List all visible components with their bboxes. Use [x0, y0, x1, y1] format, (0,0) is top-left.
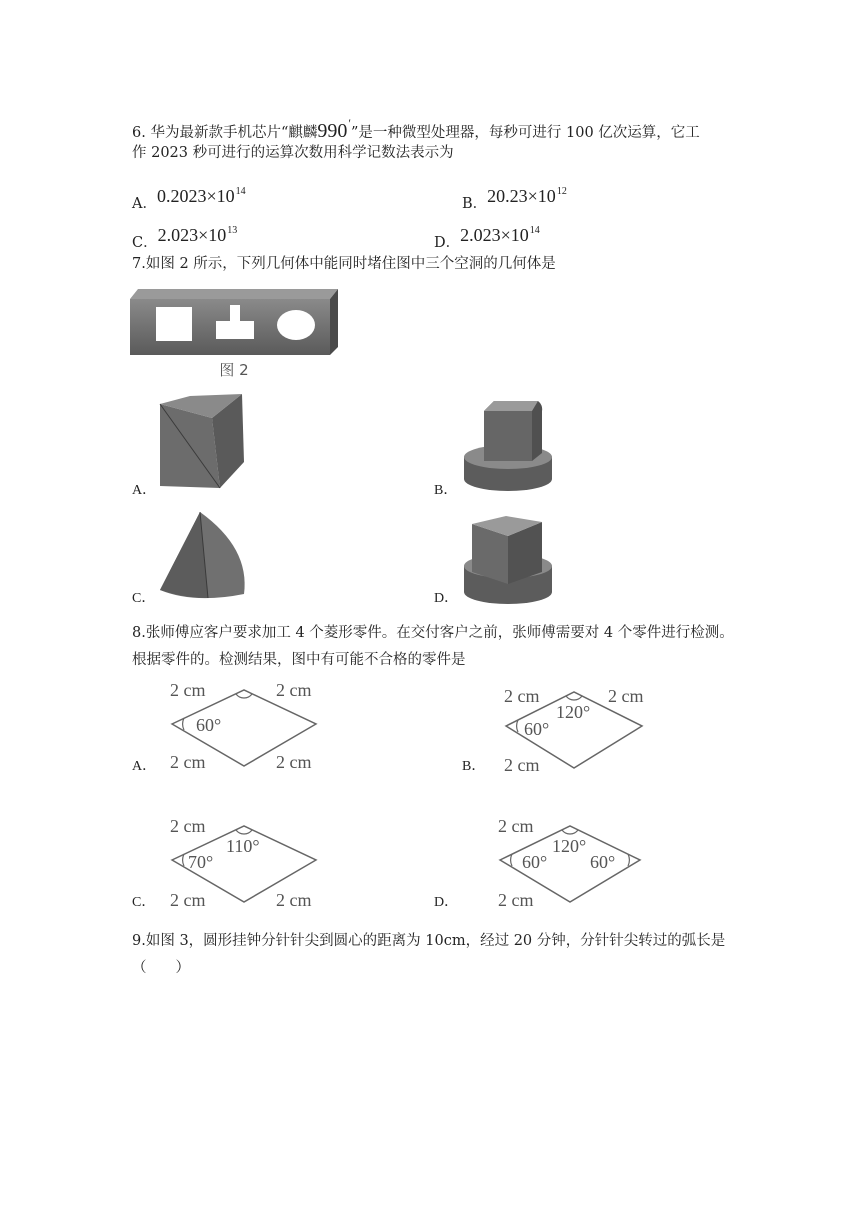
rhombus-d-angle-left-arc	[511, 854, 512, 866]
q6-option-c-label: C．	[132, 235, 158, 251]
q6-option-b-value	[487, 186, 567, 206]
q8-option-c-label: C．	[132, 895, 156, 910]
q6-option-b-mantissa: 20.23×10	[487, 186, 556, 206]
q7-figure-2-block	[126, 283, 342, 383]
q6-chip-number: 990	[317, 120, 348, 142]
shape-b-upper-top	[484, 401, 538, 411]
q7-shape-d	[458, 512, 558, 608]
q6-option-d-exp: 14	[529, 225, 540, 236]
rhombus-d-side-bottom-left: 2 cm	[498, 890, 534, 910]
rhombus-d-angle-left: 60°	[522, 852, 548, 872]
q8-option-a-label: A．	[132, 759, 157, 774]
rhombus-b-angle-left-arc	[517, 720, 518, 732]
square-hole	[156, 307, 192, 341]
q6-option-d-label: D．	[434, 235, 461, 251]
q7-option-c-label: C．	[132, 591, 156, 606]
rhombus-b-angle-top-arc	[566, 696, 582, 700]
rhombus-c-angle-left-arc	[183, 854, 184, 866]
q7-shape-c	[154, 508, 254, 604]
q8-option-d-label: D．	[434, 895, 459, 910]
q6-stem-post: ”是一种微型处理器，每秒可进行 100 亿次运算，它工	[350, 125, 700, 141]
q6-option-d	[434, 221, 540, 253]
q6-stem-pre: 6. 华为最新款手机芯片“麒麟	[132, 125, 318, 141]
q7-figure-caption: 图 2	[219, 361, 249, 379]
q6-option-b-exp: 12	[556, 186, 567, 197]
rhombus-d-angle-top: 120°	[552, 836, 587, 856]
q6-chip-name	[317, 116, 351, 142]
block-top-face	[130, 289, 338, 299]
q6-option-c	[132, 221, 237, 253]
rhombus-b-angle-top: 120°	[556, 702, 591, 722]
q8-rhombus-d	[494, 812, 674, 910]
q6-option-a	[132, 182, 246, 214]
q9-stem-line1: 9.如图 3，圆形挂钟分针针尖到圆心的距离为 10cm，经过 20 分钟，分针针尖转过的弧长是	[132, 933, 726, 949]
q7-option-a-label: A．	[132, 483, 157, 498]
q6-option-c-value	[158, 225, 238, 245]
block-side-face	[330, 289, 338, 355]
q8-stem-line1: 8.张师傅应客户要求加工 4 个菱形零件。在交付客户之前，张师傅需要对 4 个零件进行检测。	[132, 625, 734, 641]
rhombus-a-angle-top-arc	[236, 694, 252, 698]
rhombus-b-angle-left: 60°	[524, 719, 550, 739]
q6-stem-line1	[132, 113, 700, 143]
q6-option-c-exp: 13	[227, 225, 238, 236]
rhombus-b-side-top-left: 2 cm	[504, 686, 540, 706]
rhombus-c-side-bottom-right: 2 cm	[276, 890, 312, 910]
rhombus-a-side-top-left: 2 cm	[170, 680, 206, 700]
q6-option-b-label: B．	[462, 196, 488, 212]
q7-shape-b	[458, 395, 558, 495]
q6-option-a-value	[157, 186, 246, 206]
q6-option-b	[462, 182, 567, 214]
q6-option-a-exp: 14	[235, 186, 246, 197]
q8-stem-line2: 根据零件的。检测结果，图中有可能不合格的零件是	[132, 652, 466, 668]
q8-rhombus-a	[160, 674, 360, 774]
q8-rhombus-c	[160, 812, 360, 910]
q7-stem: 7.如图 2 所示，下列几何体中能同时堵住图中三个空洞的几何体是	[132, 256, 556, 272]
circle-hole	[277, 310, 315, 340]
rhombus-c-angle-left: 70°	[188, 852, 214, 872]
q8-rhombus-b	[500, 680, 680, 776]
rhombus-b-side-top-right: 2 cm	[608, 686, 644, 706]
rhombus-c-side-bottom-left: 2 cm	[170, 890, 206, 910]
rhombus-d-side-top-left: 2 cm	[498, 816, 534, 836]
rhombus-b-side-bottom-left: 2 cm	[504, 755, 540, 775]
q7-option-d-label: D．	[434, 591, 459, 606]
q6-option-a-mantissa: 0.2023×10	[156, 186, 235, 206]
q6-option-c-mantissa: 2.023×10	[157, 225, 227, 245]
rhombus-d-angle-right: 60°	[590, 852, 616, 872]
rhombus-a-angle-left-arc	[183, 718, 184, 730]
q9-stem-line2: （ ）	[132, 960, 190, 976]
rhombus-a-angle-left: 60°	[196, 715, 222, 735]
shape-b-upper-front	[484, 411, 532, 461]
rhombus-a-side-top-right: 2 cm	[276, 680, 312, 700]
q6-option-a-label: A．	[132, 196, 157, 212]
q6-stem-line2: 作 2023 秒可进行的运算次数用科学记数法表示为	[132, 145, 454, 161]
rhombus-c-angle-top: 110°	[226, 836, 260, 856]
rhombus-d-angle-right-arc	[628, 854, 629, 866]
rhombus-d-angle-top-arc	[562, 830, 578, 834]
q6-option-d-mantissa: 2.023×10	[460, 225, 529, 245]
q6-option-d-value	[460, 225, 540, 245]
q7-option-b-label: B．	[434, 483, 458, 498]
rhombus-a-side-bottom-right: 2 cm	[276, 752, 312, 772]
q8-option-b-label: B．	[462, 759, 486, 774]
rhombus-c-angle-top-arc	[236, 830, 252, 834]
q6-chip-mark: ′	[348, 116, 351, 130]
rhombus-c-side-top-left: 2 cm	[170, 816, 206, 836]
rhombus-a-side-bottom-left: 2 cm	[170, 752, 206, 772]
q7-shape-a	[150, 392, 250, 492]
